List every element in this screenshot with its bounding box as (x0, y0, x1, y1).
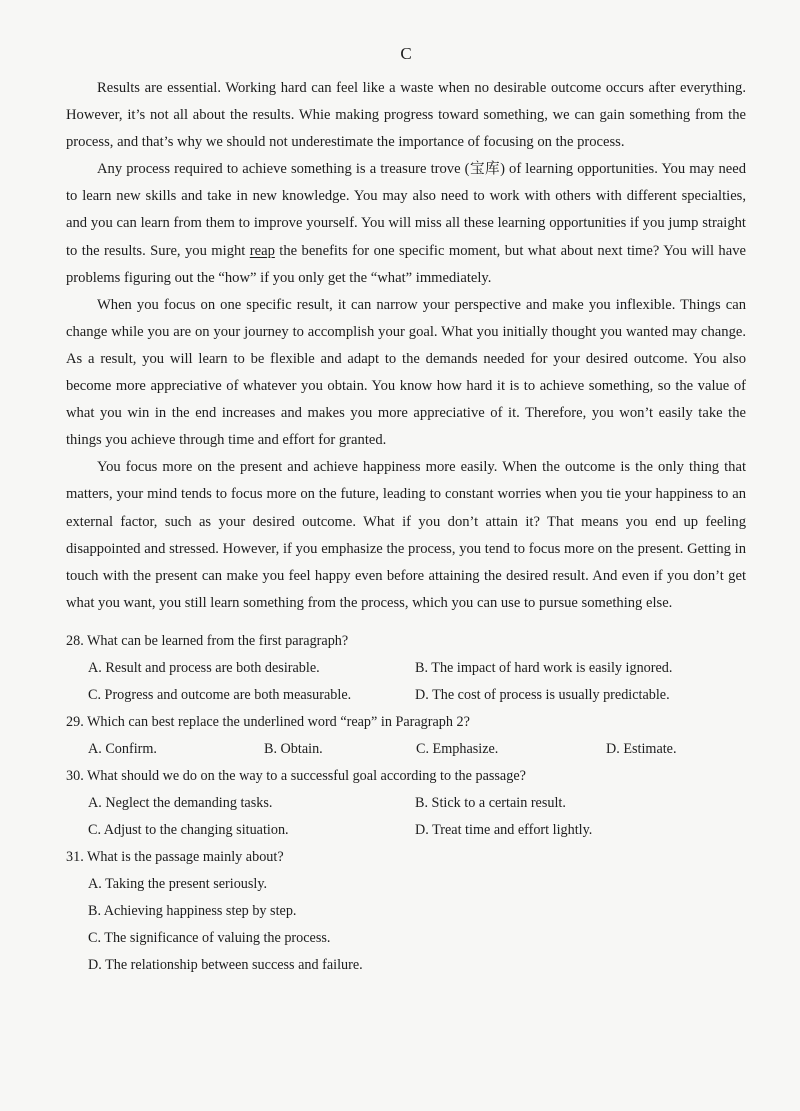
question-28-stem: 28. What can be learned from the first paragraph? (66, 632, 349, 649)
question-29-option-d[interactable]: D. Estimate. (606, 740, 677, 757)
question-28-option-d[interactable]: D. The cost of process is usually predictable. (415, 686, 670, 703)
question-31-stem: 31. What is the passage mainly about? (66, 848, 284, 865)
paragraph-2-text-b: the benefits for one specific moment, but what about next time? You will have problems figuring out the “how” if you only get the “what” immediately. (66, 242, 746, 286)
paragraph-2-text-a: Any process required to achieve something is a treasure trove (宝库) of learning opportunities. You may need to learn new skills and take in new knowledge. You may also need to work with others with different specialties, and you can learn from them to improve yourself. You will miss all these learning opportunities if you jump straight to the results. Sure, you might (66, 161, 746, 259)
question-30-option-d[interactable]: D. Treat time and effort lightly. (415, 821, 593, 838)
question-28-options-row-1 (66, 655, 746, 682)
question-28-option-b[interactable]: B. The impact of hard work is easily ignored. (415, 659, 673, 676)
passage (66, 75, 746, 617)
paragraph-4: You focus more on the present and achieve happiness more easily. When the outcome is the only thing that matters, your mind tends to focus more on the future, leading to constant worries when you tie your happiness to an external factor, such as your desired outcome. What if you don’t attain it? That means you end up feeling disappointed and stressed. However, if you emphasize the process, you tend to focus more on the present. Getting in touch with the present can make you feel happy even before attaining the desired result. And even if you don’t get what you want, you still learn something from the process, which you can use to pursue something else. (66, 459, 746, 611)
question-30-option-c[interactable]: C. Adjust to the changing situation. (88, 821, 289, 838)
question-28-options-row-2 (66, 682, 746, 709)
question-list (66, 628, 746, 979)
question-29-option-c[interactable]: C. Emphasize. (416, 740, 499, 757)
question-30-options-row-2 (66, 817, 746, 844)
question-28-option-c[interactable]: C. Progress and outcome are both measurable. (88, 686, 352, 703)
paragraph-1: Results are essential. Working hard can feel like a waste when no desirable outcome occurs after everything. However, it’s not all about the results. Whie making progress toward something, we can gain something from the process, and that’s why we should not underestimate the importance of focusing on the process. (66, 80, 746, 151)
question-31-option-b[interactable]: B. Achieving happiness step by step. (88, 902, 297, 919)
question-30-stem: 30. What should we do on the way to a successful goal according to the passage? (66, 767, 526, 784)
question-30-option-a[interactable]: A. Neglect the demanding tasks. (88, 794, 273, 811)
question-31-option-a[interactable]: A. Taking the present seriously. (88, 875, 268, 892)
section-letter: C (400, 44, 412, 63)
question-30-option-b[interactable]: B. Stick to a certain result. (415, 794, 566, 811)
question-30-options-row-1 (66, 790, 746, 817)
paragraph-2 (66, 156, 746, 291)
question-28-option-a[interactable]: A. Result and process are both desirable. (88, 659, 320, 676)
question-29-option-b[interactable]: B. Obtain. (264, 740, 323, 757)
exam-page (66, 42, 746, 979)
question-29-option-a[interactable]: A. Confirm. (88, 740, 157, 757)
underlined-word-reap: reap (249, 242, 275, 259)
question-29-stem: 29. Which can best replace the underlined word “reap” in Paragraph 2? (66, 713, 470, 730)
question-31-option-c[interactable]: C. The significance of valuing the process. (88, 929, 331, 946)
question-31-option-d[interactable]: D. The relationship between success and failure. (88, 956, 363, 973)
question-29-options-row (66, 736, 746, 763)
paragraph-3: When you focus on one specific result, it can narrow your perspective and make you inflexible. Things can change while you are on your journey to accomplish your goal. What you initially thought you wanted may change. As a result, you will learn to be flexible and adapt to the demands needed for your desired outcome. You also become more appreciative of whatever you obtain. You know how hard it is to achieve something, so the value of what you win in the end increases and makes you more appreciative of it. Therefore, you won’t easily take the things you achieve through time and effort for granted. (66, 296, 746, 449)
